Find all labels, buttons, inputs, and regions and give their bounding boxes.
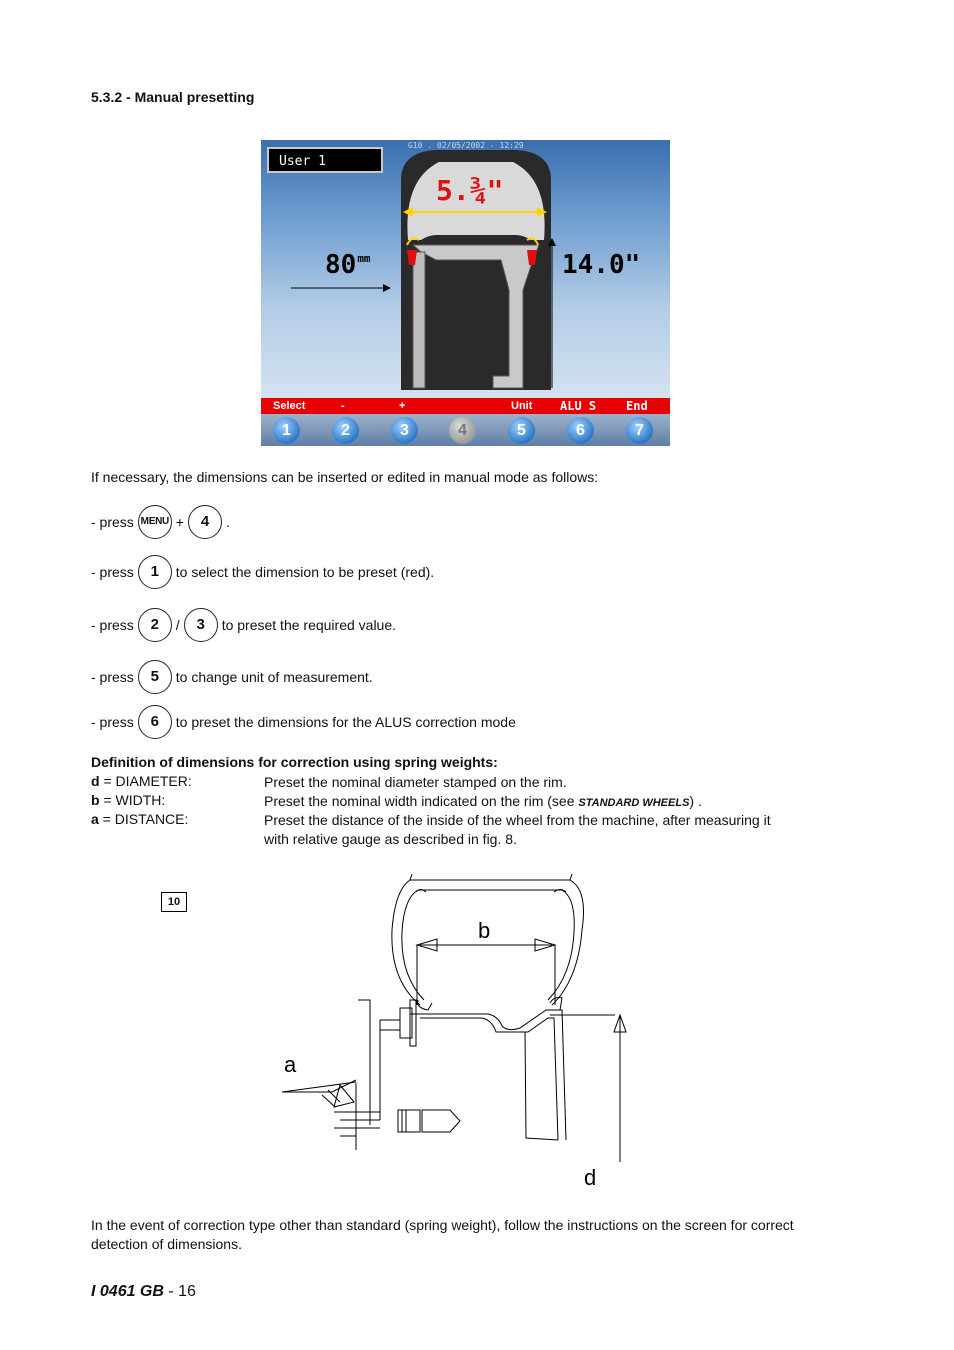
screen-button-7[interactable]: 7 xyxy=(626,417,653,444)
menu-plus: + xyxy=(399,400,406,412)
key-1: 1 xyxy=(138,555,172,589)
definitions-title: Definition of dimensions for correction using spring weights: xyxy=(91,754,498,770)
balancer-screen xyxy=(261,140,670,446)
label-d: d xyxy=(584,1165,597,1190)
menu-minus: - xyxy=(341,400,345,412)
datestamp: G10 . 02/05/2002 - 12:29 xyxy=(408,141,524,150)
page-footer: I 0461 GB - 16 xyxy=(91,1283,196,1300)
screen-button-5[interactable]: 5 xyxy=(508,417,535,444)
function-menu-bar xyxy=(261,398,670,414)
screen-button-6[interactable]: 6 xyxy=(567,417,594,444)
menu-alus: ALU S xyxy=(560,399,597,413)
label-b: b xyxy=(478,918,491,943)
menu-end: End xyxy=(626,399,648,413)
wheel-dimension-diagram xyxy=(270,870,650,1190)
diameter-value: 14.0" xyxy=(562,250,641,280)
figure-number: 10 xyxy=(161,892,187,912)
key-3: 3 xyxy=(184,608,218,642)
user-label: User 1 xyxy=(267,147,383,173)
step-key-2-3: - press 2 / 3 to preset the required value. xyxy=(91,608,396,642)
function-button-row xyxy=(261,414,670,446)
key-6: 6 xyxy=(138,705,172,739)
step-key-6: - press 6 to preset the dimensions for the ALUS correction mode xyxy=(91,705,516,739)
label-a: a xyxy=(284,1052,297,1077)
step-menu-4: - press MENU + 4 . xyxy=(91,505,230,539)
key-4: 4 xyxy=(188,505,222,539)
step-key-5: - press 5 to change unit of measurement. xyxy=(91,660,373,694)
closing-text: In the event of correction type other than standard (spring weight), follow the instructions on the screen for correct detection of dimensions. xyxy=(91,1217,794,1252)
section-heading: 5.3.2 - Manual presetting xyxy=(91,89,255,105)
menu-select: Select xyxy=(273,400,306,412)
key-5: 5 xyxy=(138,660,172,694)
intro-text: If necessary, the dimensions can be inserted or edited in manual mode as follows: xyxy=(91,469,599,485)
menu-key: MENU xyxy=(138,505,172,539)
step-key-1: - press 1 to select the dimension to be preset (red). xyxy=(91,555,434,589)
key-2: 2 xyxy=(138,608,172,642)
menu-unit: Unit xyxy=(511,400,533,412)
screen-button-2[interactable]: 2 xyxy=(332,417,359,444)
width-value: 5.¾" xyxy=(436,174,504,207)
screen-button-1[interactable]: 1 xyxy=(273,417,300,444)
distance-value: $80^{mm}$ xyxy=(325,250,371,280)
screen-button-3[interactable]: 3 xyxy=(391,417,418,444)
screen-button-4[interactable]: 4 xyxy=(449,417,476,444)
